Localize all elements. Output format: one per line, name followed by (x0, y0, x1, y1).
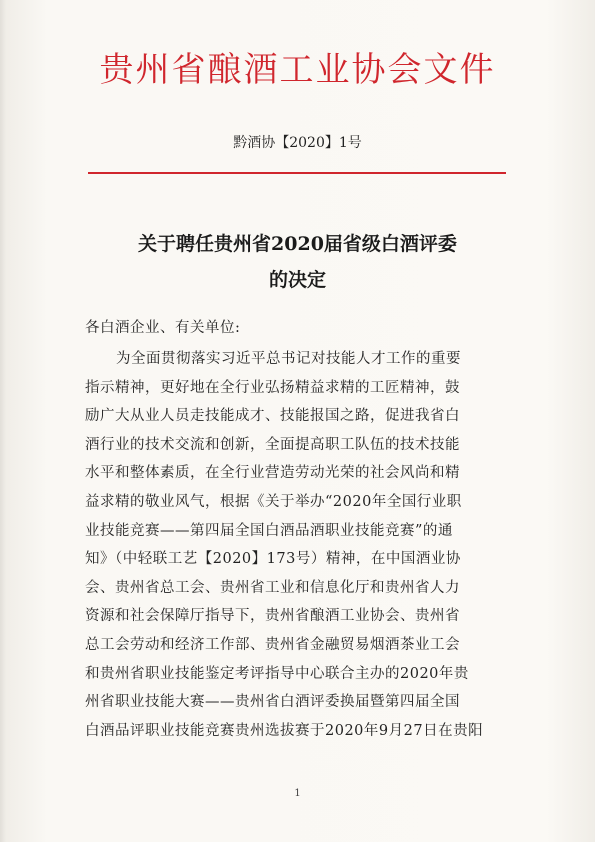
red-divider-line (88, 172, 506, 174)
body-line: 水平和整体素质，在全行业营造劳动光荣的社会风尚和精 (85, 465, 460, 482)
body-line: 励广大从业人员走技能成才、技能报国之路，促进我省白 (85, 408, 460, 425)
body-line: 知》（中轻联工艺【2020】173号）精神，在中国酒业协 (85, 551, 461, 568)
body-line: 会、贵州省总工会、贵州省工业和信息化厅和贵州省人力 (85, 579, 460, 596)
body-paragraph (85, 345, 510, 745)
body-line: 白酒品评职业技能竞赛贵州选拔赛于2020年9月27日在贵阳 (85, 722, 484, 739)
page-edge-shadow (0, 0, 6, 842)
page-number: 1 (294, 788, 301, 799)
document-number: 黔酒协【2020】1号 (233, 135, 362, 151)
body-line: 指示精神，更好地在全行业弘扬精益求精的工匠精神，鼓 (85, 379, 460, 396)
body-line: 酒行业的技术交流和创新，全面提高职工队伍的技术技能 (85, 436, 460, 453)
org-document-title: 贵州省酿酒工业协会文件 (99, 50, 496, 90)
body-line: 总工会劳动和经济工作部、贵州省金融贸易烟酒茶业工会 (85, 636, 460, 653)
decision-title (0, 226, 595, 298)
body-line: 州省职业技能大赛——贵州省白酒评委换届暨第四届全国 (85, 694, 460, 711)
decision-title-line-2: 的决定 (268, 269, 326, 291)
body-line: 和贵州省职业技能鉴定考评指导中心联合主办的2020年贵 (85, 665, 469, 682)
decision-title-line-1: 关于聘任贵州省2020届省级白酒评委 (138, 233, 457, 255)
body-line: 益求精的敬业风气，根据《关于举办“2020年全国行业职 (85, 493, 462, 510)
body-line: 业技能竞赛——第四届全国白酒品酒职业技能竞赛”的通 (85, 522, 453, 539)
body-line: 为全面贯彻落实习近平总书记对技能人才工作的重要 (116, 351, 461, 367)
body-line: 资源和社会保障厅指导下，贵州省酿酒工业协会、贵州省 (85, 608, 460, 625)
salutation: 各白酒企业、有关单位: (85, 320, 241, 336)
